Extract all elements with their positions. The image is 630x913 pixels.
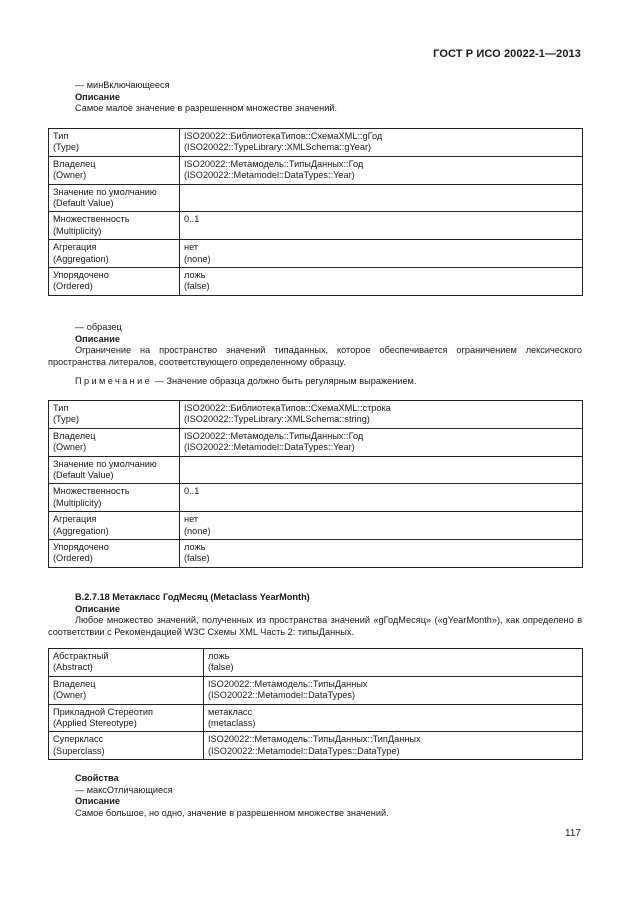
cell-line-primary: Упорядочено — [53, 542, 109, 553]
property-table-1 — [48, 128, 583, 296]
cell-line-primary: ISO20022::БиблиотекаТипов::СхемаXML::gГод — [184, 131, 383, 141]
attribute-name: — максОтличающиеся — [75, 784, 173, 795]
page-number: 117 — [565, 828, 581, 839]
cell-line-secondary: (Type) — [53, 414, 80, 425]
cell-line-primary: Множественность — [53, 214, 130, 225]
property-name-cell — [49, 428, 180, 456]
cell-line-secondary: (Aggregation) — [53, 525, 109, 536]
cell-line-secondary — [184, 226, 578, 237]
table-row — [49, 212, 583, 240]
cell-line-primary: ISO20022::Метамодель::ТипыДанных — [208, 678, 368, 689]
property-value-cell — [180, 484, 583, 512]
cell-line-secondary: (Multiplicity) — [53, 497, 102, 508]
property-name-cell — [49, 240, 180, 268]
cell-line-secondary: (Default Value) — [53, 470, 114, 481]
cell-line-secondary — [184, 470, 578, 481]
document-id-header: ГОСТ Р ИСО 20022-1—2013 — [433, 48, 581, 60]
table-row — [49, 512, 583, 540]
property-value-cell — [180, 401, 583, 429]
property-value-cell — [180, 240, 583, 268]
description-text: Самое малое значение в разрешенном множестве значений. — [75, 103, 338, 113]
cell-line-primary: Абстрактный — [53, 651, 109, 661]
table-row — [49, 240, 583, 268]
section-heading: B.2.7.18 Метакласс ГодМесяц (Metaclass YearMonth) — [75, 592, 310, 602]
cell-line-primary: Агрегация — [53, 242, 97, 253]
property-value-cell — [180, 212, 583, 240]
cell-line-secondary: (ISO20022::Metamodel::DataTypes::Year) — [184, 170, 355, 181]
cell-line-secondary: (Aggregation) — [53, 253, 109, 264]
cell-line-primary: ISO20022::БиблиотекаТипов::СхемаXML::строка — [184, 403, 391, 413]
cell-line-secondary: (Superclass) — [53, 745, 105, 756]
table-row — [49, 456, 583, 484]
properties-section — [48, 773, 582, 819]
property-name-cell — [49, 484, 180, 512]
cell-line-primary: нет — [184, 242, 199, 253]
cell-line-primary: ISO20022::Метамодель::ТипыДанных::Год — [184, 430, 364, 441]
cell-line-primary: ложь — [208, 651, 230, 661]
cell-line-secondary: (ISO20022::Metamodel::DataTypes) — [208, 690, 356, 701]
cell-line-primary: Суперкласс — [53, 734, 104, 745]
cell-line-secondary: (Default Value) — [53, 198, 114, 209]
table-row — [49, 540, 583, 568]
cell-line-secondary: (Abstract) — [53, 662, 93, 673]
attribute-name: — минВключающееся — [75, 80, 170, 90]
property-value-cell — [180, 428, 583, 456]
attribute-min-inclusive-section — [48, 80, 582, 115]
cell-line-primary: ложь — [184, 542, 206, 553]
property-value-cell — [180, 540, 583, 568]
note-paragraph — [48, 376, 582, 388]
cell-line-primary: Владелец — [53, 430, 96, 441]
cell-line-secondary: (ISO20022::TypeLibrary::XMLSchema::gYear) — [184, 142, 372, 153]
cell-line-primary: Тип — [53, 131, 69, 141]
cell-line-secondary: (Owner) — [53, 690, 87, 701]
cell-line-primary: 0..1 — [184, 214, 200, 225]
description-heading: Описание — [75, 603, 120, 614]
table-row — [49, 428, 583, 456]
table-row — [49, 676, 583, 704]
property-value-cell — [180, 184, 583, 212]
note-label: Примечание — [75, 376, 153, 386]
description-heading: Описание — [75, 91, 120, 102]
property-value-cell — [180, 268, 583, 296]
property-name-cell — [49, 704, 204, 732]
table-row — [49, 401, 583, 429]
cell-line-primary: ложь — [184, 270, 206, 281]
property-name-cell — [49, 212, 180, 240]
property-name-cell — [49, 268, 180, 296]
cell-line-secondary: (Owner) — [53, 170, 87, 181]
table-row — [49, 156, 583, 184]
cell-line-primary: нет — [184, 514, 199, 525]
property-value-cell — [180, 156, 583, 184]
cell-line-secondary: (none) — [184, 525, 211, 536]
table-row — [49, 184, 583, 212]
cell-line-primary: Прикладной Стереотип — [53, 706, 153, 717]
property-name-cell — [49, 676, 204, 704]
property-name-cell — [49, 512, 180, 540]
cell-line-primary: Владелец — [53, 158, 96, 169]
cell-line-secondary: (false) — [184, 281, 210, 292]
attribute-pattern-section — [48, 322, 582, 388]
properties-heading: Свойства — [75, 773, 119, 783]
table-row — [49, 732, 583, 760]
property-table-2 — [48, 400, 583, 568]
property-value-cell — [180, 456, 583, 484]
cell-line-secondary — [184, 498, 578, 509]
cell-line-secondary: (Owner) — [53, 442, 87, 453]
property-name-cell — [49, 129, 180, 157]
description-text: Самое большое, но одно, значение в разрешенном множестве значений. — [75, 807, 389, 818]
property-name-cell — [49, 732, 204, 760]
property-value-cell — [180, 129, 583, 157]
property-value-cell — [204, 676, 583, 704]
cell-line-secondary: (metaclass) — [208, 718, 256, 729]
cell-line-primary — [184, 187, 578, 198]
cell-line-primary: Упорядочено — [53, 270, 109, 281]
property-value-cell — [204, 704, 583, 732]
property-value-cell — [204, 732, 583, 760]
property-name-cell — [49, 649, 204, 677]
cell-line-primary: 0..1 — [184, 486, 200, 497]
cell-line-primary: Агрегация — [53, 514, 97, 525]
property-value-cell — [204, 649, 583, 677]
cell-line-secondary: (Type) — [53, 142, 80, 153]
description-text: Любое множество значений, полученных из пространства значений «gГодМесяц» («gYearMonth»), как определено в соответствии с Рекомендацией W3C Схемы XML Часть 2: типыДанных. — [48, 615, 582, 637]
cell-line-secondary: (Ordered) — [53, 281, 93, 292]
cell-line-secondary: (Applied Stereotype) — [53, 718, 137, 729]
cell-line-primary: Значение по умолчанию — [53, 186, 157, 197]
metaclass-yearmonth-section — [48, 592, 582, 638]
cell-line-secondary: (ISO20022::TypeLibrary::XMLSchema::string) — [184, 414, 370, 425]
property-name-cell — [49, 401, 180, 429]
cell-line-secondary: (none) — [184, 253, 211, 264]
table-row — [49, 704, 583, 732]
cell-line-secondary: (ISO20022::Metamodel::DataTypes::DataType) — [208, 745, 400, 756]
description-text: Ограничение на пространство значений типаданных, которое обеспечивается ограничением лексического пространства литералов, соответствующего определенному образцу. — [48, 345, 582, 367]
cell-line-primary: Тип — [53, 403, 69, 413]
cell-line-primary: Владелец — [53, 678, 96, 689]
property-name-cell — [49, 156, 180, 184]
metaclass-table — [48, 648, 583, 760]
cell-line-primary: ISO20022::Метамодель::ТипыДанных::Год — [184, 158, 364, 169]
table-row — [49, 129, 583, 157]
cell-line-primary: Множественность — [53, 486, 130, 497]
cell-line-primary: Значение по умолчанию — [53, 458, 157, 469]
note-text: — Значение образца должно быть регулярным выражением. — [152, 376, 417, 386]
cell-line-secondary: (false) — [184, 553, 210, 564]
table-row — [49, 268, 583, 296]
property-name-cell — [49, 456, 180, 484]
attribute-name: — образец — [75, 322, 122, 332]
cell-line-secondary: (Multiplicity) — [53, 225, 102, 236]
description-heading: Описание — [75, 796, 120, 806]
property-value-cell — [180, 512, 583, 540]
table-row — [49, 484, 583, 512]
cell-line-primary — [184, 459, 578, 470]
cell-line-secondary: (false) — [208, 662, 234, 673]
property-name-cell — [49, 540, 180, 568]
cell-line-secondary: (Ordered) — [53, 553, 93, 564]
cell-line-primary: метакласс — [208, 706, 253, 717]
property-name-cell — [49, 184, 180, 212]
cell-line-secondary: (ISO20022::Metamodel::DataTypes::Year) — [184, 442, 355, 453]
cell-line-primary: ISO20022::Метамодель::ТипыДанных::ТипДанных — [208, 734, 421, 745]
table-row — [49, 649, 583, 677]
description-heading: Описание — [75, 333, 120, 344]
cell-line-secondary — [184, 198, 578, 209]
